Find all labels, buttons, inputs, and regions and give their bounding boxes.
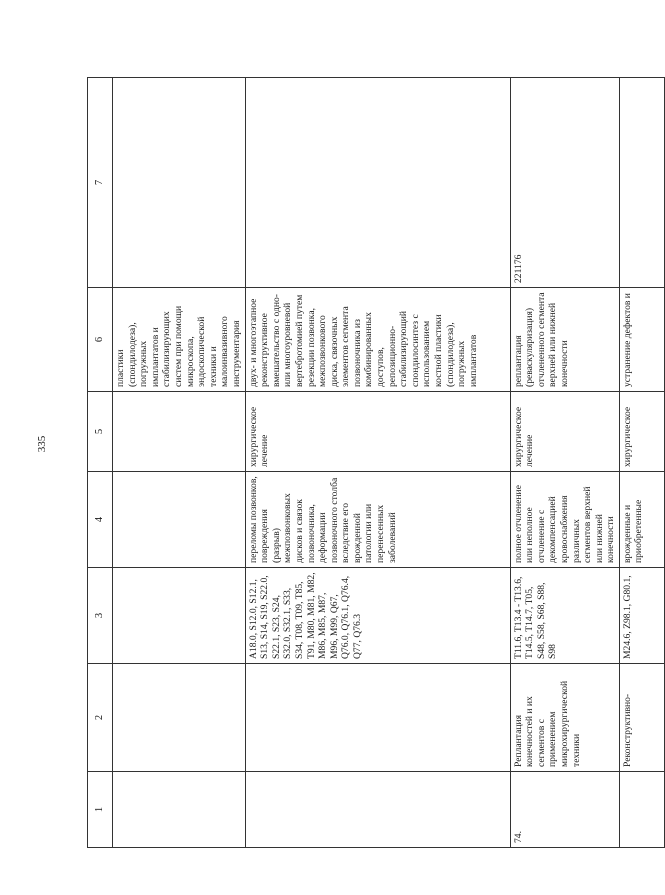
header-cell: 7 (88, 78, 113, 288)
num-cell (245, 772, 510, 848)
cost-cell (245, 78, 510, 288)
header-row (88, 78, 113, 848)
condition-cell (113, 472, 246, 568)
codes-cell: M24.6, Z98.1, G80.1, (619, 568, 664, 664)
cost-cell (619, 78, 664, 288)
treatment-cell: хирургическое (619, 392, 664, 472)
condition-cell: полное отчленение или неполное отчленение с декомпенсацией кровоснабжения различных сегментов верхней или нижней конечности (510, 472, 619, 568)
num-cell: 74. (510, 772, 619, 848)
condition-cell: врожденные и приобретенные (619, 472, 664, 568)
cost-cell (113, 78, 246, 288)
table-row (113, 78, 246, 848)
num-cell (619, 772, 664, 848)
condition-cell: переломы позвонков, повреждения (разрыв) межпозвонковых дисков и связок позвоночника, деформации позвоночного столба вследствие его врожденной патологии или перенесенных заболеваний (245, 472, 510, 568)
method-cell: реплантация (реваскуляризация) отчлененного сегмента верхней или нижней конечности (510, 288, 619, 392)
name-cell (245, 664, 510, 772)
rotated-page-content (87, 78, 645, 848)
name-cell: Реконструктивно- (619, 664, 664, 772)
header-cell: 2 (88, 664, 113, 772)
header-cell: 1 (88, 772, 113, 848)
header-cell: 6 (88, 288, 113, 392)
treatment-cell (113, 392, 246, 472)
method-cell: устранение дефектов и (619, 288, 664, 392)
codes-cell (113, 568, 246, 664)
header-cell: 4 (88, 472, 113, 568)
procedures-table (87, 77, 665, 848)
table-row (245, 78, 510, 848)
num-cell (113, 772, 246, 848)
table-row (510, 78, 619, 848)
method-cell: пластики (спондилодеза), погружных имплантатов и стабилизирующих систем при помощи микроскопа, эндоскопической техники и малоинвазивного инструментария (113, 288, 246, 392)
header-cell: 3 (88, 568, 113, 664)
treatment-cell: хирургическое лечение (245, 392, 510, 472)
method-cell: двух- и многоэтапное реконструктивное вмешательство с одно- или многоуровневой вертебротомией путем резекции позвонка, межпозвонкового диска, связочных элементов сегмента позвоночника из комбинированных доступов, репозиционно-стабилизирующий спондилосинтез с использованием костной пластики (спондилодеза), погружных имплантатов (245, 288, 510, 392)
header-cell: 5 (88, 392, 113, 472)
table-row (619, 78, 664, 848)
name-cell (113, 664, 246, 772)
page-number: 335 (36, 435, 48, 453)
name-cell: Реплантация конечностей и их сегментов с применением микрохирургической техники (510, 664, 619, 772)
cost-cell: 221176 (510, 78, 619, 288)
codes-cell: T11.6, T13.4 - T13.6, T14.5, T14.7, T05, S48, S58, S68, S88, S98 (510, 568, 619, 664)
treatment-cell: хирургическое лечение (510, 392, 619, 472)
codes-cell: A18.0, S12.0, S12.1, S13, S14, S19, S22.0, S22.1, S23, S24, S32.0, S32.1, S33, S34, T08, T09, T85, T91, M80, M81, M82, M86, M85, M87, M96, M99, Q67, Q76.0, Q76.1, Q76.4, Q77, Q76.3 (245, 568, 510, 664)
